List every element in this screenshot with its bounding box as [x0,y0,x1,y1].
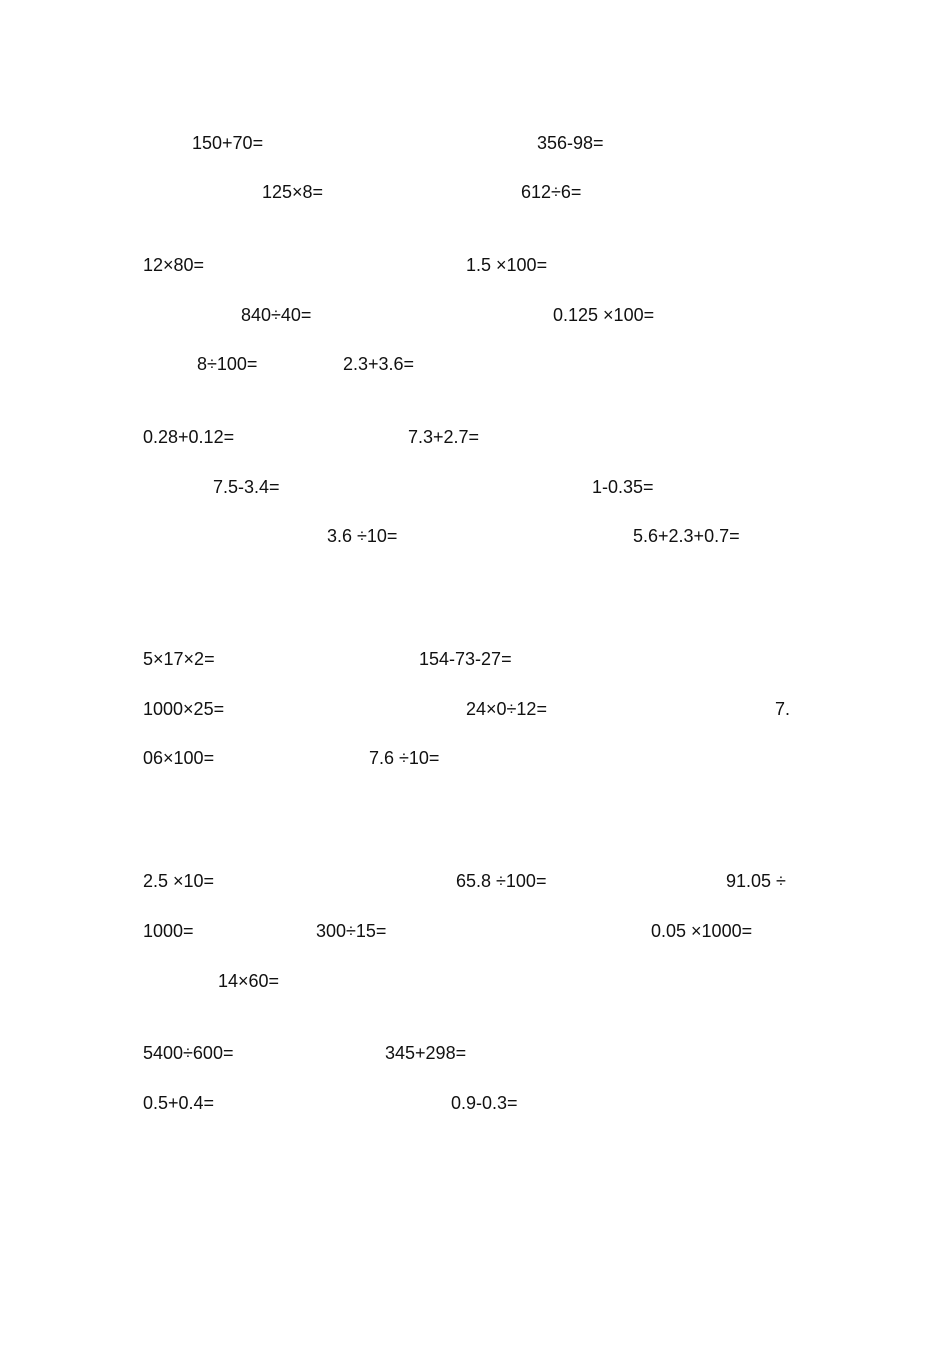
problem-25: 65.8 ÷100= [456,871,547,891]
problem-10: 2.3+3.6= [343,354,415,374]
problem-31: 5400÷600= [143,1043,234,1063]
problem-29: 0.05 ×1000= [651,921,753,941]
problem-33: 0.5+0.4= [143,1093,215,1113]
problem-4: 612÷6= [521,182,582,202]
problem-18: 154-73-27= [419,649,512,669]
problem-5: 12×80= [143,255,205,275]
problem-7: 840÷40= [241,305,312,325]
problem-17: 5×17×2= [143,649,215,669]
problem-20: 24×0÷12= [466,699,547,719]
problem-1: 150+70= [192,133,264,153]
problem-19: 1000×25= [143,699,225,719]
problem-13: 7.5-3.4= [213,477,280,497]
problem-15: 3.6 ÷10= [327,526,398,546]
problem-12: 7.3+2.7= [408,427,480,447]
problem-22: 06×100= [143,748,215,768]
problem-27: 1000= [143,921,194,941]
problem-3: 125×8= [262,182,324,202]
problem-23: 7.6 ÷10= [369,748,440,768]
problem-21: 7. [775,699,791,719]
problem-30: 14×60= [218,971,280,991]
problem-24: 2.5 ×10= [143,871,215,891]
problem-16: 5.6+2.3+0.7= [633,526,740,546]
problem-34: 0.9-0.3= [451,1093,518,1113]
problem-11: 0.28+0.12= [143,427,235,447]
problem-26: 91.05 ÷ [726,871,786,891]
problem-6: 1.5 ×100= [466,255,548,275]
problem-14: 1-0.35= [592,477,654,497]
problem-28: 300÷15= [316,921,387,941]
problem-2: 356-98= [537,133,604,153]
problem-8: 0.125 ×100= [553,305,655,325]
problem-32: 345+298= [385,1043,467,1063]
problem-9: 8÷100= [197,354,258,374]
